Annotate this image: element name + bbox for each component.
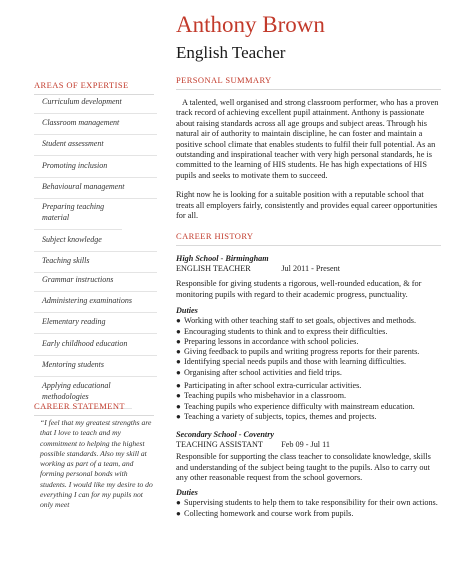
summary-paragraph: Right now he is looking for a suitable position with a reputable school that treats all employers fairly, consistently and provides equal career opportunities for all. [176,190,438,221]
duty-item: ● Organising after school activities and field trips. [176,367,342,377]
duty-item: ● Teaching pupils who misbehavior in a classroom. [176,391,347,401]
bullet-icon: ● [176,411,181,421]
duty-list [176,316,441,422]
expertise-item: Administering examinations [42,296,157,307]
expertise-item: Teaching skills [42,256,157,267]
duty-item: ● Encouraging students to think and to express their difficulties. [176,326,388,336]
expertise-item: Applying educational methodologies [42,381,132,403]
bullet-icon: ● [176,357,181,367]
bullet-icon: ● [176,498,181,508]
main-content [176,75,441,519]
duty-list [176,498,441,519]
duties-label: Duties [176,306,198,316]
job-description: Responsible for supporting the class teacher to consolidate knowledge, skills and understanding of the subject being taught to the pupils. Also to carry out any other reasonable request from the school governors. [176,452,431,483]
personal-summary-heading: PERSONAL SUMMARY [176,75,441,90]
expertise-item: Promoting inclusion [42,161,157,172]
duty-item: ● Working with other teaching staff to set goals, objectives and methods. [176,316,417,326]
expertise-item: Early childhood education [42,339,157,350]
career-statement-heading: CAREER STATEMENT [34,401,154,416]
bullet-icon: ● [176,381,181,391]
expertise-item: Preparing teaching material [42,202,122,224]
duty-item: ● Collecting homework and course work from pupils. [176,508,354,518]
expertise-item: Mentoring students [42,360,157,371]
duty-item: ● Teaching a variety of subjects, topics, themes and projects. [176,411,377,421]
bullet-icon: ● [176,367,181,377]
career-history-heading: CAREER HISTORY [176,231,441,246]
duty-item: ● Preparing lessons in accordance with school policies. [176,336,359,346]
areas-of-expertise-heading: AREAS OF EXPERTISE [34,80,154,95]
expertise-item: Classroom management [42,118,157,129]
bullet-icon: ● [176,391,181,401]
sidebar [34,80,164,510]
job-role-line [176,264,441,274]
job-dates: Jul 2011 - Present [281,264,340,274]
job-role-line [176,440,441,450]
job-entry [176,430,441,519]
job-description: Responsible for giving students a rigorous, well-rounded education, & for monitoring pupils with regard to their academic progress, punctuality. [176,279,422,299]
bullet-icon: ● [176,316,181,326]
candidate-title: English Teacher [176,43,286,62]
bullet-icon: ● [176,347,181,357]
bullet-icon: ● [176,336,181,346]
duties-label: Duties [176,488,198,498]
expertise-item: Behavioural management [42,182,157,193]
job-role: TEACHING ASSISTANT [176,440,263,450]
expertise-item: Grammar instructions [42,275,157,286]
job-school: High School - Birmingham [176,254,269,264]
career-statement-text: “I feel that my greatest strengths are that I love to teach and my commitment to helping the highest possible standards. Also my skill at working as part of a team, and forming personal bonds with students. I would like my desire to do everything I can for my pupils not only meet [40,418,153,510]
duty-item: ● Supervising students to help them to take responsibility for their own actions. [176,498,438,508]
summary-paragraph: A talented, well organised and strong classroom performer, who has a proven track record of achieving excellent pupil attainment. Anthony is passionate about raising standards across all age groups and subject areas. Through his natural air of authority to maintain discipline, he can foster and maintain a positive school climate that enables students to fulfil their full potential. As an outstanding and inspirational teacher with very high personal standards, he is committed to the learning of HIS students. He has high expectations of HIS pupils and seeks to motivate them to succeed. [176,98,439,180]
expertise-item: Elementary reading [42,317,157,328]
job-dates: Feb 09 - Jul 11 [281,440,331,450]
job-entry [176,254,441,422]
duty-item: ● Teaching pupils who experience difficulty with mainstream education. [176,401,415,411]
bullet-icon: ● [176,401,181,411]
bullet-icon: ● [176,508,181,518]
expertise-item: Subject knowledge [42,235,157,246]
expertise-item: Student assessment [42,139,157,150]
candidate-name: Anthony Brown [176,12,325,37]
bullet-icon: ● [176,326,181,336]
duty-item: ● Giving feedback to pupils and writing progress reports for their parents. [176,347,420,357]
expertise-item: Curriculum development [42,97,157,108]
job-school: Secondary School - Coventry [176,430,275,440]
duty-item: ● Identifying special needs pupils and those with learning difficulties. [176,357,406,367]
duty-item: ● Participating in after school extra-curricular activities. [176,381,362,391]
job-role: ENGLISH TEACHER [176,264,251,274]
